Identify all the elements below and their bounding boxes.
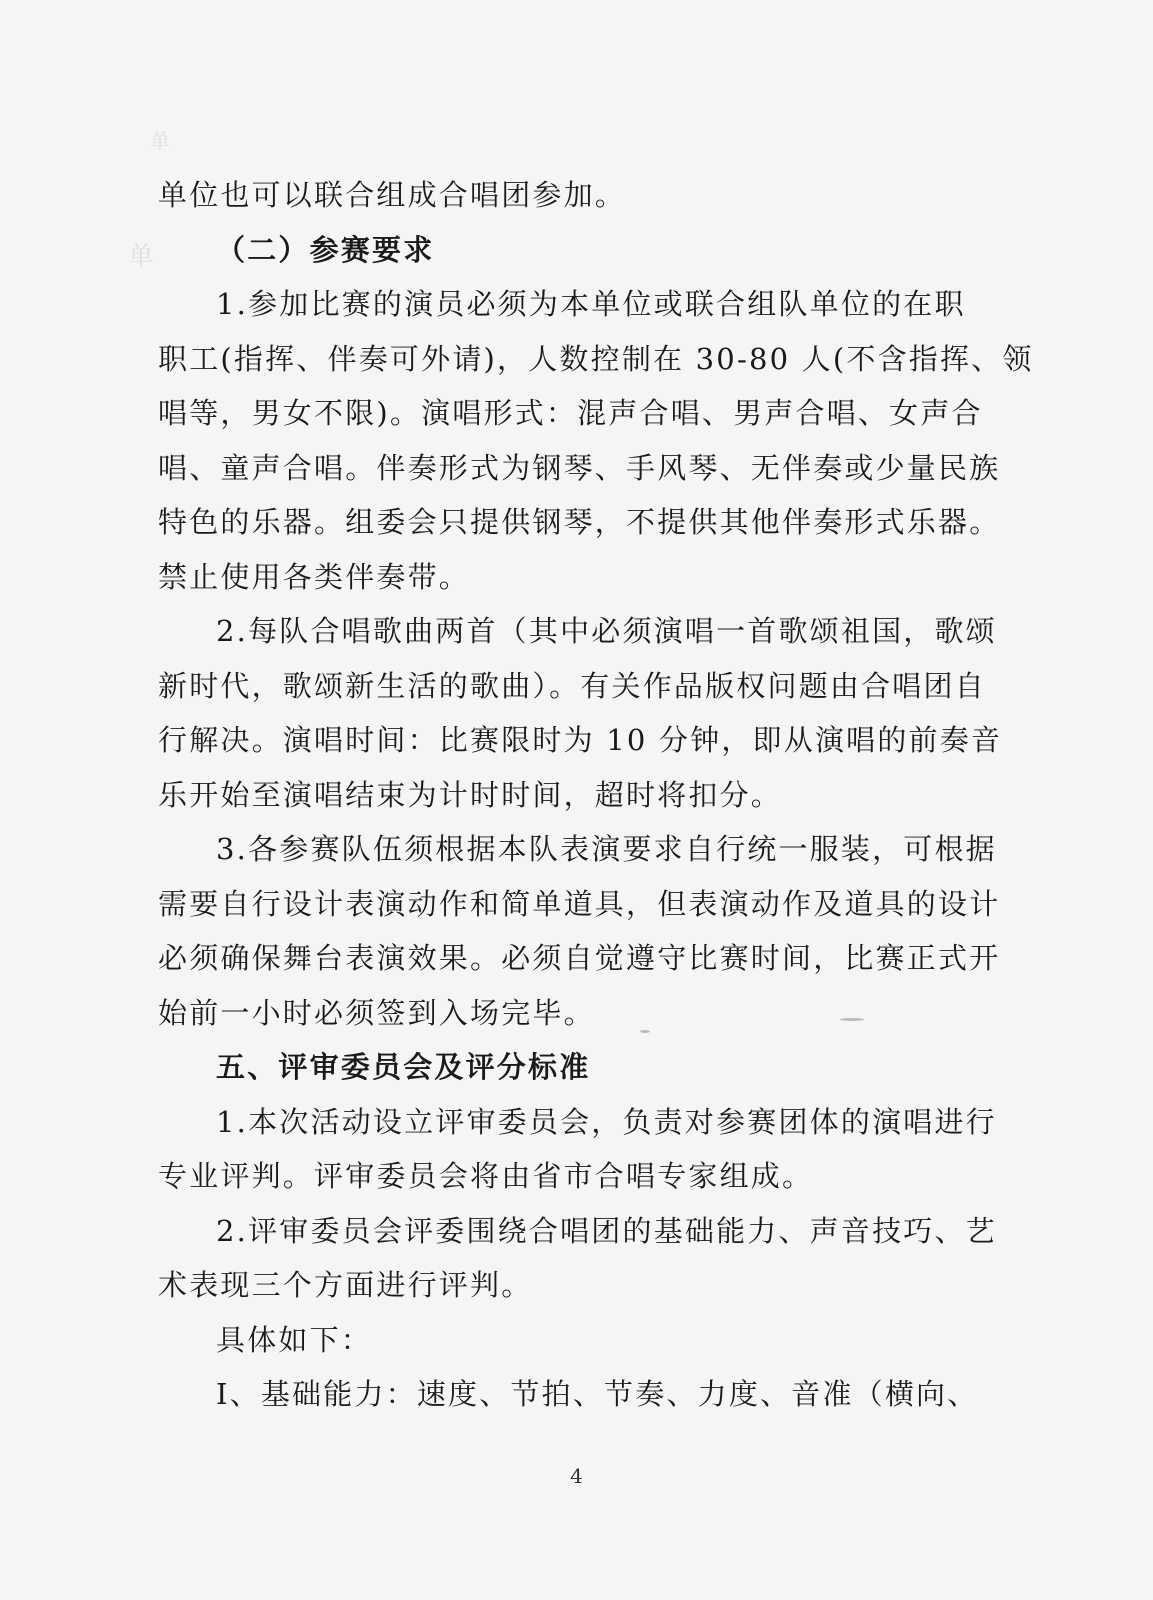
bleed-through-text: 单 xyxy=(128,242,155,272)
text-line: 需要自行设计表演动作和简单道具，但表演动作及道具的设计 xyxy=(158,886,1001,921)
text-line: 2.评审委员会评委围绕合唱团的基础能力、声音技巧、艺 xyxy=(216,1213,997,1248)
text-line: 唱等，男女不限)。演唱形式：混声合唱、男声合唱、女声合 xyxy=(158,396,983,430)
text-line: 单位也可以联合组成合唱团参加。 xyxy=(158,178,627,212)
text-line: 始前一小时必须签到入场完毕。 xyxy=(158,995,595,1030)
section-heading: 五、评审委员会及评分标准 xyxy=(216,1050,591,1084)
text-line: 术表现三个方面进行评判。 xyxy=(158,1268,533,1302)
text-line: 职工(指挥、伴奏可外请)，人数控制在 30-80 人(不含指挥、领 xyxy=(158,341,1034,376)
text-line: 1.本次活动设立评审委员会，负责对参赛团体的演唱进行 xyxy=(216,1104,997,1139)
text-line: 禁止使用各类伴奏带。 xyxy=(158,559,471,594)
text-line: 具体如下： xyxy=(216,1322,373,1357)
bleed-through-text: 单 xyxy=(150,129,170,153)
text-line: 必须确保舞台表演效果。必须自觉遵守比赛时间，比赛正式开 xyxy=(158,941,1001,975)
sub-section-heading: （二）参赛要求 xyxy=(216,232,435,267)
text-line: 专业评判。评审委员会将由省市合唱专家组成。 xyxy=(158,1159,814,1193)
text-line: 新时代，歌颂新生活的歌曲）。有关作品版权问题由合唱团自 xyxy=(158,668,986,703)
page-number: 4 xyxy=(570,1464,583,1488)
text-line: 行解决。演唱时间：比赛限时为 10 分钟，即从演唱的前奏音 xyxy=(158,723,1003,757)
text-line: 3.各参赛队伍须根据本队表演要求自行统一服装，可根据 xyxy=(216,832,997,866)
text-line: 唱、童声合唱。伴奏形式为钢琴、手风琴、无伴奏或少量民族 xyxy=(158,450,1001,485)
text-line: 2.每队合唱歌曲两首（其中必须演唱一首歌颂祖国，歌颂 xyxy=(216,614,997,648)
text-line: 1.参加比赛的演员必须为本单位或联合组队单位的在职 xyxy=(216,287,966,321)
text-line: 特色的乐器。组委会只提供钢琴，不提供其他伴奏形式乐器。 xyxy=(158,505,1001,539)
document-body xyxy=(158,168,1034,1422)
text-line: 乐开始至演唱结束为计时时间，超时将扣分。 xyxy=(158,777,783,812)
text-line: Ⅰ、基础能力：速度、节拍、节奏、力度、音准（横向、 xyxy=(216,1377,979,1411)
